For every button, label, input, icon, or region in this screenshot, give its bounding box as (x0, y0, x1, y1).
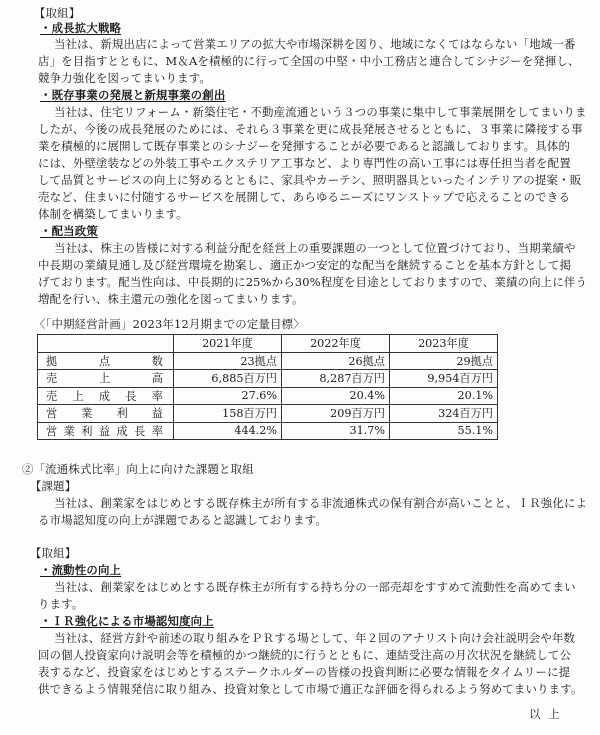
table-row (38, 352, 498, 370)
table-cell: 6,885百万円 (174, 370, 282, 388)
table-row (38, 405, 498, 423)
paragraph-line: 当社は、住宅リフォーム・新築住宅・不動産流通という３つの事業に集中して事業展開をしてまいりま (54, 105, 587, 119)
table-row (38, 370, 498, 388)
paragraph-line: ります。 (38, 597, 84, 611)
table-row (38, 387, 498, 405)
paragraph-line: げております。配当性向は、中長期的に25%から30%程度を目途としておりますので、業績の向上に伴う (38, 275, 588, 289)
paragraph-line: 中長期の業績見通し及び経営環境を勘案し、適正かつ安定的な配当を継続することを基本方針として掲 (38, 258, 572, 272)
paragraph-line: 売など、住まいに付随するサービスを展開して、あらゆるニーズにワンストップで応えることのできる (38, 190, 571, 204)
paragraph-line: 表するなど、投資家をはじめとするステークホルダーの皆様の投資判断に必要な情報をタイムリーに提 (38, 665, 571, 679)
table-cell: 55.1% (390, 422, 498, 440)
paragraph-line: 業を積極的に展開して既存事業とのシナジーを発揮することが必要であると認識しております。具体的 (38, 139, 571, 153)
item-title-liquidity: ・流動性の向上 (40, 563, 122, 577)
item-title-business-development: ・既存事業の発展と新規事業の創出 (40, 88, 226, 102)
table-cell: 9,954百万円 (390, 370, 498, 388)
closing-mark: 以上 (529, 707, 568, 721)
table-header-cell: 2023年度 (390, 335, 498, 353)
table-cell: 8,287百万円 (282, 370, 390, 388)
item-title-dividend-policy: ・配当政策 (40, 224, 98, 238)
paragraph-line: 当社は、新規出店によって営業エリアの拡大や市場深耕を図り、地域になくてはならない「地域一番 (54, 37, 576, 51)
section-heading-actions-2: 【取組】 (30, 546, 77, 560)
paragraph-line: 店」を目指すとともに、M＆Aを積極的に行って全国の中堅・中小工務店と連合してシナジーを発揮し、 (38, 54, 580, 68)
paragraph-line: 当社は、株主の皆様に対する利益分配を経営上の重要課題の一つとして位置づけており、当期業績や (54, 241, 576, 255)
table-cell: 209百万円 (282, 405, 390, 423)
row-label: 売上高 (38, 370, 174, 388)
table-header-row (38, 335, 498, 353)
row-label: 営業利益 (38, 405, 174, 423)
paragraph-line: には、外壁塗装などの外装工事やエクステリア工事など、より専門性の高い工事には専任担当者を配置 (38, 156, 571, 170)
item-title-growth-strategy: ・成長拡大戦略 (40, 21, 122, 35)
table-row (38, 422, 498, 440)
table-cell: 26拠点 (282, 352, 390, 370)
table-cell: 20.1% (390, 387, 498, 405)
paragraph-line: 当社は、創業家をはじめとする既存株主が所有する持ち分の一部売却をすすめて流動性を高めてまい (54, 580, 576, 594)
table-header-cell: 2021年度 (174, 335, 282, 353)
table-cell: 23拠点 (174, 352, 282, 370)
section-title-float-ratio: ②「流通株式比率」向上に向けた課題と取組 (22, 462, 254, 476)
paragraph-line: して品質とサービスの向上に努めるとともに、家具やカーテン、照明器具といったインテリアの提案・販 (38, 173, 582, 187)
table-cell: 324百万円 (390, 405, 498, 423)
table-cell: 27.6% (174, 387, 282, 405)
targets-table (37, 334, 498, 440)
table-cell: 31.7% (282, 422, 390, 440)
table-cell: 158百万円 (174, 405, 282, 423)
paragraph-line: 供できるよう情報発信に取り組み、投資対象として市場で適正な評価を得られるよう努めてまいります。 (38, 682, 583, 696)
paragraph-line: 当社は、創業家をはじめとする既存株主が所有する非流通株式の保有割合が高いことと、ＩＲ強化によ (54, 496, 588, 510)
table-cell: 444.2% (174, 422, 282, 440)
table-header-cell (38, 335, 174, 353)
table-caption: 〈「中期経営計画」2023年12月期までの定量目標〉 (34, 317, 305, 331)
item-title-ir-awareness: ・ＩＲ強化による市場認知度向上 (40, 614, 214, 628)
paragraph-line: 体制を構築してまいります。 (38, 207, 188, 221)
section-heading-issues: 【課題】 (30, 479, 77, 493)
paragraph-line: る市場認知度の向上が課題であると認識しております。 (38, 513, 327, 527)
paragraph-line: したが、今後の成長発展のためには、それら３事業を更に成長発展させるとともに、３事業に隣接する事 (38, 122, 583, 136)
paragraph-line: 増配を行い、株主還元の強化を図ってまいります。 (38, 292, 304, 306)
table-header-cell: 2022年度 (282, 335, 390, 353)
section-heading-actions: 【取組】 (34, 6, 81, 20)
row-label: 拠点数 (38, 352, 174, 370)
row-label: 売上成長率 (38, 387, 174, 405)
paragraph-line: 回の個人投資家向け説明会等を積極的かつ継続的に行うとともに、連結受注高の月次状況を継続して公 (38, 648, 572, 662)
table-cell: 20.4% (282, 387, 390, 405)
table-cell: 29拠点 (390, 352, 498, 370)
paragraph-line: 競争力強化を図ってまいります。 (38, 71, 211, 85)
row-label: 営業利益成長率 (38, 422, 174, 440)
paragraph-line: 当社は、経営方針や前述の取り組みをＰＲする場として、年２回のアナリスト向け会社説明会や年数 (54, 631, 576, 645)
